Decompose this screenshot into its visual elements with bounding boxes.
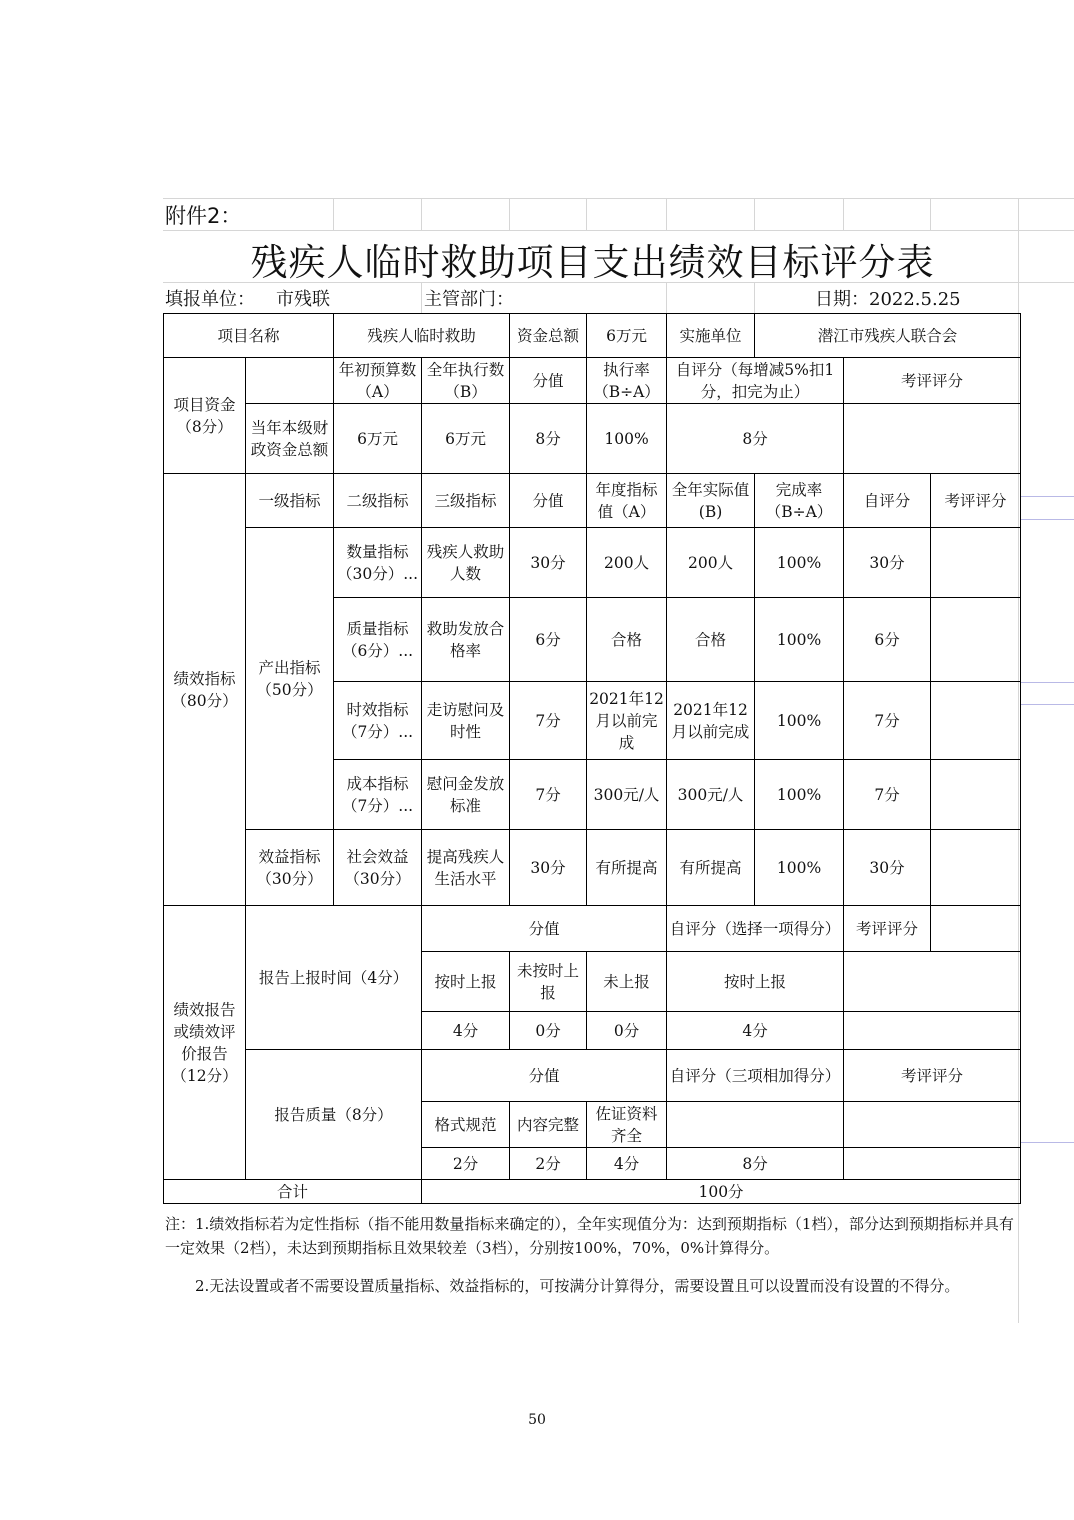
perf-self: 6分	[844, 598, 931, 682]
table-row	[164, 830, 1021, 906]
funds-col-self: 自评分（每增减5%扣1分，扣完为止）	[667, 358, 844, 404]
perf-section-label: 绩效指标（80分）	[164, 474, 246, 906]
perf-l2: 数量指标（30分）...	[334, 528, 422, 598]
total-label: 合计	[164, 1180, 422, 1204]
eval-quality-empty	[844, 1102, 1021, 1148]
opt-on-time: 按时上报	[422, 952, 510, 1012]
perf-target: 合格	[587, 598, 667, 682]
funds-b: 6万元	[422, 404, 510, 474]
self-quality-score: 8分	[667, 1148, 844, 1180]
impl-value: 潜江市残疾人联合会	[755, 314, 1021, 358]
perf-h-score: 分值	[510, 474, 587, 528]
perf-actual: 合格	[667, 598, 755, 682]
q-evidence: 佐证资料齐全	[587, 1102, 667, 1148]
report-quality-eval-label: 考评评分	[844, 1050, 1021, 1102]
perf-l3: 提高残疾人生活水平	[422, 830, 510, 906]
unit-label: 填报单位：	[165, 289, 255, 310]
perf-actual: 2021年12月以前完成	[667, 682, 755, 760]
perf-l2: 社会效益（30分）	[334, 830, 422, 906]
report-time-score-label: 分值	[422, 906, 667, 952]
funds-col-a: 年初预算数（A）	[334, 358, 422, 404]
report-quality-self-label: 自评分（三项相加得分）	[667, 1050, 844, 1102]
eval-quality-score	[844, 1148, 1021, 1180]
funds-score: 8分	[510, 404, 587, 474]
report-quality-score-label: 分值	[422, 1050, 667, 1102]
perf-rate: 100%	[755, 760, 844, 830]
funds-self: 8分	[667, 404, 844, 474]
report-time-self-label: 自评分（选择一项得分）	[667, 906, 844, 952]
report-quality-label: 报告质量（8分）	[246, 1050, 422, 1180]
q-format: 格式规范	[422, 1102, 510, 1148]
total-value: 100分	[422, 1180, 1021, 1204]
report-quality-header-row	[164, 1050, 1021, 1102]
perf-actual: 300元/人	[667, 760, 755, 830]
project-name-value: 残疾人临时救助	[334, 314, 510, 358]
perf-eval	[931, 528, 1021, 598]
note-1: 注：1.绩效指标若为定性指标（指不能用数量指标来确定的），全年实现值分为：达到预期指标（1档），部分达到预期指标并具有一定效果（2档），未达到预期指标且效果较差（3档），分别按100%，70%，0%计算得分。	[165, 1215, 1014, 1257]
perf-score: 30分	[510, 528, 587, 598]
project-row	[164, 314, 1021, 358]
perf-rate: 100%	[755, 528, 844, 598]
report-section-label: 绩效报告或绩效评价报告（12分）	[164, 906, 246, 1180]
funds-a: 6万元	[334, 404, 422, 474]
fund-label: 资金总额	[510, 314, 587, 358]
perf-eval	[931, 760, 1021, 830]
pts-format: 2分	[422, 1148, 510, 1180]
perf-l3: 救助发放合格率	[422, 598, 510, 682]
perf-l3: 走访慰问及时性	[422, 682, 510, 760]
perf-h-level3: 三级指标	[422, 474, 510, 528]
self-quality-empty	[667, 1102, 844, 1148]
note-2: 2.无法设置或者不需要设置质量指标、效益指标的，可按满分计算得分，需要设置且可以设置而没有设置的不得分。	[195, 1277, 960, 1295]
perf-rate: 100%	[755, 598, 844, 682]
perf-eval	[931, 598, 1021, 682]
perf-h-level2: 二级指标	[334, 474, 422, 528]
attachment-label: 附件2：	[165, 204, 242, 228]
perf-target: 有所提高	[587, 830, 667, 906]
perf-h-rate: 完成率（B÷A）	[755, 474, 844, 528]
perf-h-target: 年度指标值（A）	[587, 474, 667, 528]
report-time-eval-empty	[931, 906, 1021, 952]
project-name-label: 项目名称	[164, 314, 334, 358]
report-time-label: 报告上报时间（4分）	[246, 906, 422, 1050]
funds-value-row	[164, 404, 1021, 474]
perf-target: 300元/人	[587, 760, 667, 830]
opt-late: 未按时上报	[510, 952, 587, 1012]
funds-header-row	[164, 358, 1021, 404]
report-time-eval-label: 考评评分	[844, 906, 931, 952]
perf-target: 2021年12月以前完成	[587, 682, 667, 760]
page-number: 50	[528, 1412, 546, 1428]
benefit-label: 效益指标（30分）	[246, 830, 334, 906]
perf-h-eval: 考评评分	[931, 474, 1021, 528]
funds-col-b: 全年执行数（B）	[422, 358, 510, 404]
self-time-score: 4分	[667, 1012, 844, 1050]
table-row	[164, 528, 1021, 598]
perf-h-self: 自评分	[844, 474, 931, 528]
pts-none: 0分	[587, 1012, 667, 1050]
fund-value: 6万元	[587, 314, 667, 358]
perf-l2: 质量指标（6分）...	[334, 598, 422, 682]
perf-score: 30分	[510, 830, 587, 906]
funds-col-rate: 执行率（B÷A）	[587, 358, 667, 404]
funds-col-eval: 考评评分	[844, 358, 1021, 404]
q-content: 内容完整	[510, 1102, 587, 1148]
opt-none: 未上报	[587, 952, 667, 1012]
perf-actual: 有所提高	[667, 830, 755, 906]
perf-target: 200人	[587, 528, 667, 598]
score-table	[163, 313, 1021, 1204]
impl-label: 实施单位	[667, 314, 755, 358]
perf-score: 7分	[510, 682, 587, 760]
self-time-value: 按时上报	[667, 952, 844, 1012]
perf-self: 30分	[844, 830, 931, 906]
page-title: 残疾人临时救助项目支出绩效目标评分表	[250, 241, 935, 284]
perf-self: 30分	[844, 528, 931, 598]
funds-row-label: 当年本级财政资金总额	[246, 404, 334, 474]
perf-eval	[931, 830, 1021, 906]
perf-actual: 200人	[667, 528, 755, 598]
perf-l3: 慰问金发放标准	[422, 760, 510, 830]
total-row	[164, 1180, 1021, 1204]
pts-on-time: 4分	[422, 1012, 510, 1050]
funds-section-label: 项目资金（8分）	[164, 358, 246, 474]
pts-late: 0分	[510, 1012, 587, 1050]
perf-l2: 时效指标（7分）...	[334, 682, 422, 760]
date-label: 日期：2022.5.25	[815, 289, 961, 310]
perf-l3: 残疾人救助人数	[422, 528, 510, 598]
perf-self: 7分	[844, 760, 931, 830]
perf-score: 6分	[510, 598, 587, 682]
perf-rate: 100%	[755, 682, 844, 760]
perf-self: 7分	[844, 682, 931, 760]
unit-value: 市残联	[276, 289, 330, 310]
funds-empty-cell	[246, 358, 334, 404]
eval-time-value	[844, 952, 1021, 1012]
eval-time-score	[844, 1012, 1021, 1050]
funds-eval	[844, 404, 1021, 474]
funds-col-score: 分值	[510, 358, 587, 404]
perf-eval	[931, 682, 1021, 760]
perf-h-actual: 全年实际值(B)	[667, 474, 755, 528]
output-label: 产出指标（50分）	[246, 528, 334, 830]
perf-score: 7分	[510, 760, 587, 830]
pts-content: 2分	[510, 1148, 587, 1180]
perf-h-level1: 一级指标	[246, 474, 334, 528]
pts-evidence: 4分	[587, 1148, 667, 1180]
funds-rate: 100%	[587, 404, 667, 474]
perf-rate: 100%	[755, 830, 844, 906]
perf-l2: 成本指标（7分）...	[334, 760, 422, 830]
dept-label: 主管部门：	[424, 289, 514, 310]
perf-header-row	[164, 474, 1021, 528]
report-time-header-row	[164, 906, 1021, 952]
